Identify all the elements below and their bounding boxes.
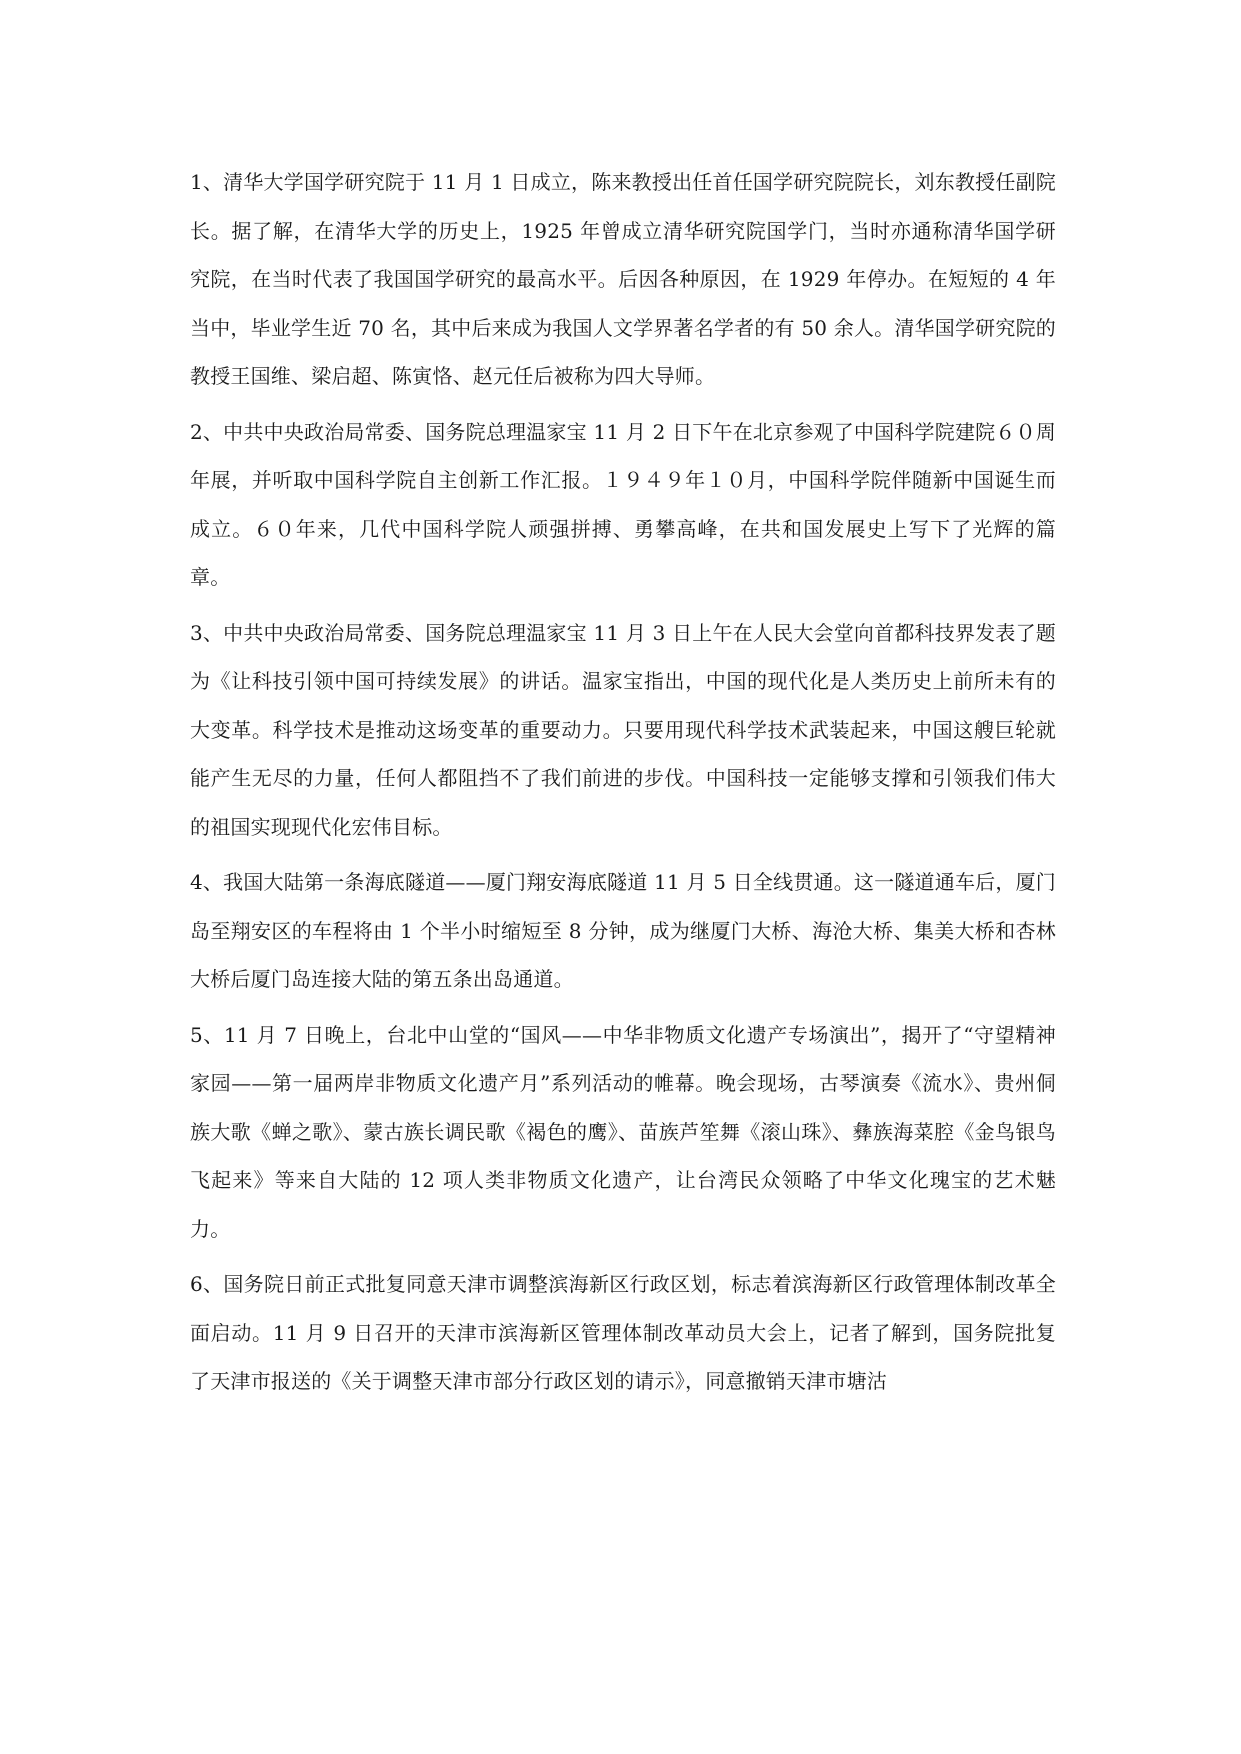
news-paragraph-5: 5、11 月 7 日晚上，台北中山堂的“国风——中华非物质文化遗产专场演出”，揭开了“守望精神家园——第一届两岸非物质文化遗产月”系列活动的帷幕。晚会现场，古琴演奏《流水》、贵州侗族大歌《蝉之歌》、蒙古族长调民歌《褐色的鹰》、苗族芦笙舞《滚山珠》、彝族海菜腔《金鸟银鸟飞起来》等来自大陆的 12 项人类非物质文化遗产，让台湾民众领略了中华文化瑰宝的艺术魅力。	[190, 1022, 1056, 1241]
news-paragraph-3: 3、中共中央政治局常委、国务院总理温家宝 11 月 3 日上午在人民大会堂向首都科技界发表了题为《让科技引领中国可持续发展》的讲话。温家宝指出，中国的现代化是人类历史上前所未有的大变革。科学技术是推动这场变革的重要动力。只要用现代科学技术武装起来，中国这艘巨轮就能产生无尽的力量，任何人都阻挡不了我们前进的步伐。中国科技一定能够支撑和引领我们伟大的祖国实现现代化宏伟目标。	[190, 620, 1056, 839]
news-paragraph-1: 1、清华大学国学研究院于 11 月 1 日成立，陈来教授出任首任国学研究院院长，刘东教授任副院长。据了解，在清华大学的历史上，1925 年曾成立清华研究院国学门，当时亦通称清华国学研究院，在当时代表了我国国学研究的最高水平。后因各种原因，在 1929 年停办。在短短的 4 年当中，毕业学生近 70 名，其中后来成为我国人文学界著名学者的有 50 余人。清华国学研究院的教授王国维、梁启超、陈寅恪、赵元任后被称为四大导师。	[190, 170, 1056, 388]
document-body	[190, 158, 1056, 1413]
news-paragraph-2: 2、中共中央政治局常委、国务院总理温家宝 11 月 2 日下午在北京参观了中国科学院建院６０周年展，并听取中国科学院自主创新工作汇报。１９４９年１０月，中国科学院伴随新中国诞生而成立。６０年来，几代中国科学院人顽强拼搏、勇攀高峰，在共和国发展史上写下了光辉的篇章。	[190, 419, 1056, 589]
news-paragraph-6: 6、国务院日前正式批复同意天津市调整滨海新区行政区划，标志着滨海新区行政管理体制改革全面启动。11 月 9 日召开的天津市滨海新区管理体制改革动员大会上，记者了解到，国务院批复了天津市报送的《关于调整天津市部分行政区划的请示》，同意撤销天津市塘沽	[190, 1272, 1056, 1393]
news-paragraph-4: 4、我国大陆第一条海底隧道——厦门翔安海底隧道 11 月 5 日全线贯通。这一隧道通车后，厦门岛至翔安区的车程将由 1 个半小时缩短至 8 分钟，成为继厦门大桥、海沧大桥、集美大桥和杏林大桥后厦门岛连接大陆的第五条出岛通道。	[190, 870, 1056, 991]
